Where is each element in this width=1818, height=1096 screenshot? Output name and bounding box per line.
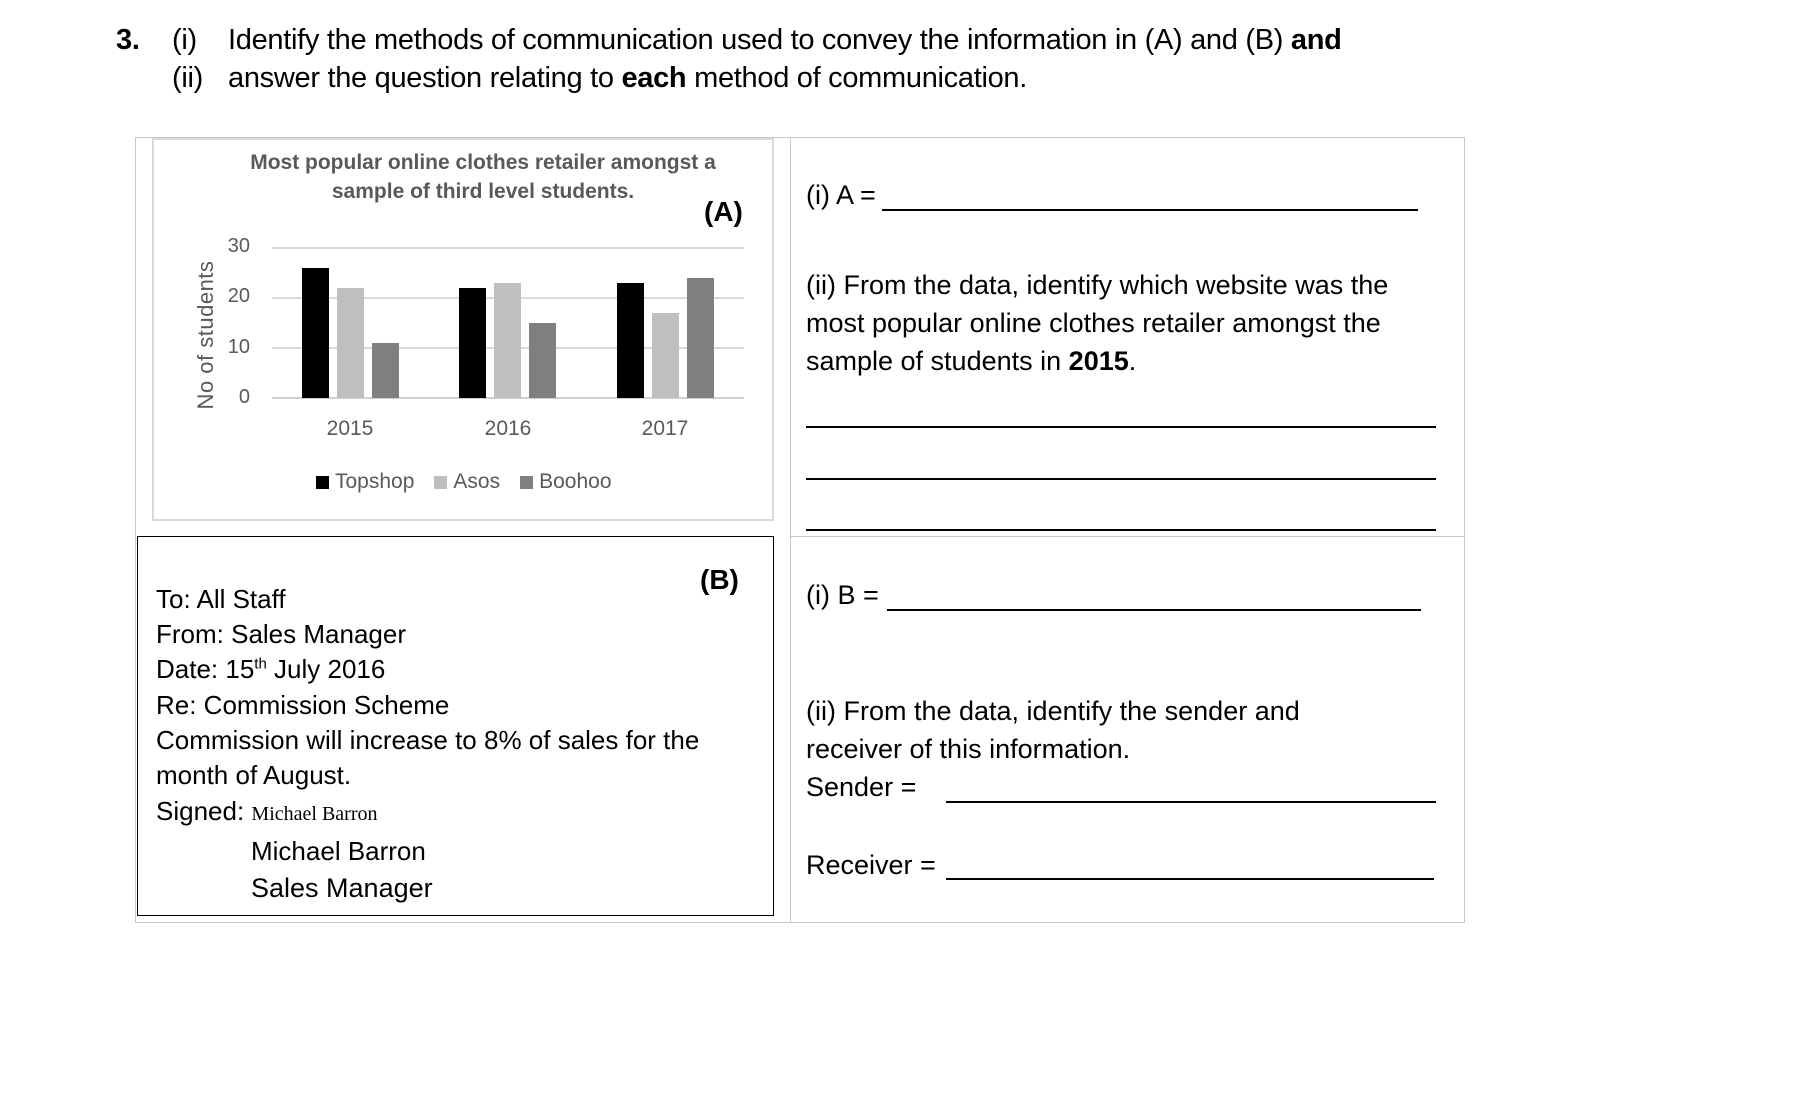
x-tick-2016: 2016 xyxy=(484,417,532,440)
part-i-text: Identify the methods of communication used to convey the information in (A) and (B) xyxy=(228,24,1284,56)
q-period: . xyxy=(1128,346,1137,376)
memo-to: To: All Staff xyxy=(156,584,286,614)
answer-line-b-i[interactable] xyxy=(887,609,1421,611)
memo-re: Re: Commission Scheme xyxy=(156,690,450,720)
legend-item-asos xyxy=(434,470,500,494)
receiver-label: Receiver = xyxy=(806,850,936,880)
question-a-ii-line-2: most popular online clothes retailer amongst the xyxy=(806,308,1381,338)
y-axis-label: No of students xyxy=(193,260,218,410)
memo-signature: Michael Barron xyxy=(251,803,378,825)
memo-date xyxy=(156,654,385,685)
y-tick: 10 xyxy=(227,336,250,358)
bar-boohoo-2017 xyxy=(687,278,714,398)
legend-label: Boohoo xyxy=(539,470,612,493)
memo-date-pre: Date: 15 xyxy=(156,654,255,684)
chart-title-line-2: sample of third level students. xyxy=(331,180,635,203)
part-i-instruction xyxy=(228,24,1342,57)
question-number: 3. xyxy=(116,24,140,56)
answer-line-a-ii-3[interactable] xyxy=(806,529,1436,531)
column-divider xyxy=(790,137,791,923)
part-ii-post: method of communication. xyxy=(694,62,1028,94)
bar-asos-2015 xyxy=(337,288,364,398)
section-b-tag: (B) xyxy=(700,564,739,595)
section-a-tag: (A) xyxy=(704,196,743,227)
x-tick-2017: 2017 xyxy=(641,417,689,440)
gridline-30 xyxy=(272,247,744,249)
y-tick: 30 xyxy=(227,235,250,257)
row-divider xyxy=(790,536,1465,537)
question-b-ii-line-2: receiver of this information. xyxy=(806,734,1131,764)
memo-body-1: Commission will increase to 8% of sales for the xyxy=(156,725,700,755)
answer-line-sender[interactable] xyxy=(946,801,1436,803)
legend-swatch-asos xyxy=(434,476,447,489)
part-ii-bold-each: each xyxy=(621,62,687,94)
answer-line-a-ii-2[interactable] xyxy=(806,478,1436,480)
bar-topshop-2016 xyxy=(459,288,486,398)
memo-signer-title: Sales Manager xyxy=(251,873,433,903)
memo-date-post: July 2016 xyxy=(266,654,386,684)
legend-label: Topshop xyxy=(335,470,415,493)
sender-label: Sender = xyxy=(806,772,917,802)
legend-swatch-topshop xyxy=(316,476,329,489)
memo-from: From: Sales Manager xyxy=(156,619,406,649)
part-ii-instruction xyxy=(228,62,1027,95)
question-b-i: (i) B = xyxy=(806,580,879,610)
answer-line-a-i[interactable] xyxy=(882,209,1418,211)
x-tick-2015: 2015 xyxy=(326,417,374,440)
legend-item-boohoo xyxy=(520,470,611,494)
y-tick: 20 xyxy=(227,285,250,307)
question-a-i: (i) A = xyxy=(806,180,876,210)
memo-signer-name: Michael Barron xyxy=(251,836,426,866)
q-bold-year: 2015 xyxy=(1068,346,1129,376)
memo-signed xyxy=(156,796,378,827)
answer-line-receiver[interactable] xyxy=(946,878,1434,880)
bar-asos-2017 xyxy=(652,313,679,398)
y-tick: 0 xyxy=(238,386,250,408)
bar-topshop-2015 xyxy=(302,268,329,398)
part-ii-label: (ii) xyxy=(172,62,204,94)
question-a-ii-line-1: (ii) From the data, identify which website was the xyxy=(806,270,1389,300)
legend-swatch-boohoo xyxy=(520,476,533,489)
legend-label: Asos xyxy=(453,470,501,493)
part-ii-pre: answer the question relating to xyxy=(228,62,614,94)
part-i-bold-and: and xyxy=(1290,24,1342,56)
bar-asos-2016 xyxy=(494,283,521,398)
memo-date-sup: th xyxy=(254,655,267,673)
bar-boohoo-2016 xyxy=(529,323,556,398)
memo-signed-label: Signed: xyxy=(156,796,245,826)
chart-legend xyxy=(316,470,632,494)
chart-title-line-1: Most popular online clothes retailer amongst a xyxy=(250,151,716,174)
q-text: sample of students in xyxy=(806,346,1062,376)
memo-body-2: month of August. xyxy=(156,760,352,790)
answer-line-a-ii-1[interactable] xyxy=(806,426,1436,428)
part-i-label: (i) xyxy=(172,24,197,56)
bar-boohoo-2015 xyxy=(372,343,399,398)
bar-topshop-2017 xyxy=(617,283,644,398)
legend-item-topshop xyxy=(316,470,414,494)
question-a-ii-line-3 xyxy=(806,346,1136,377)
question-b-ii-line-1: (ii) From the data, identify the sender and xyxy=(806,696,1300,726)
